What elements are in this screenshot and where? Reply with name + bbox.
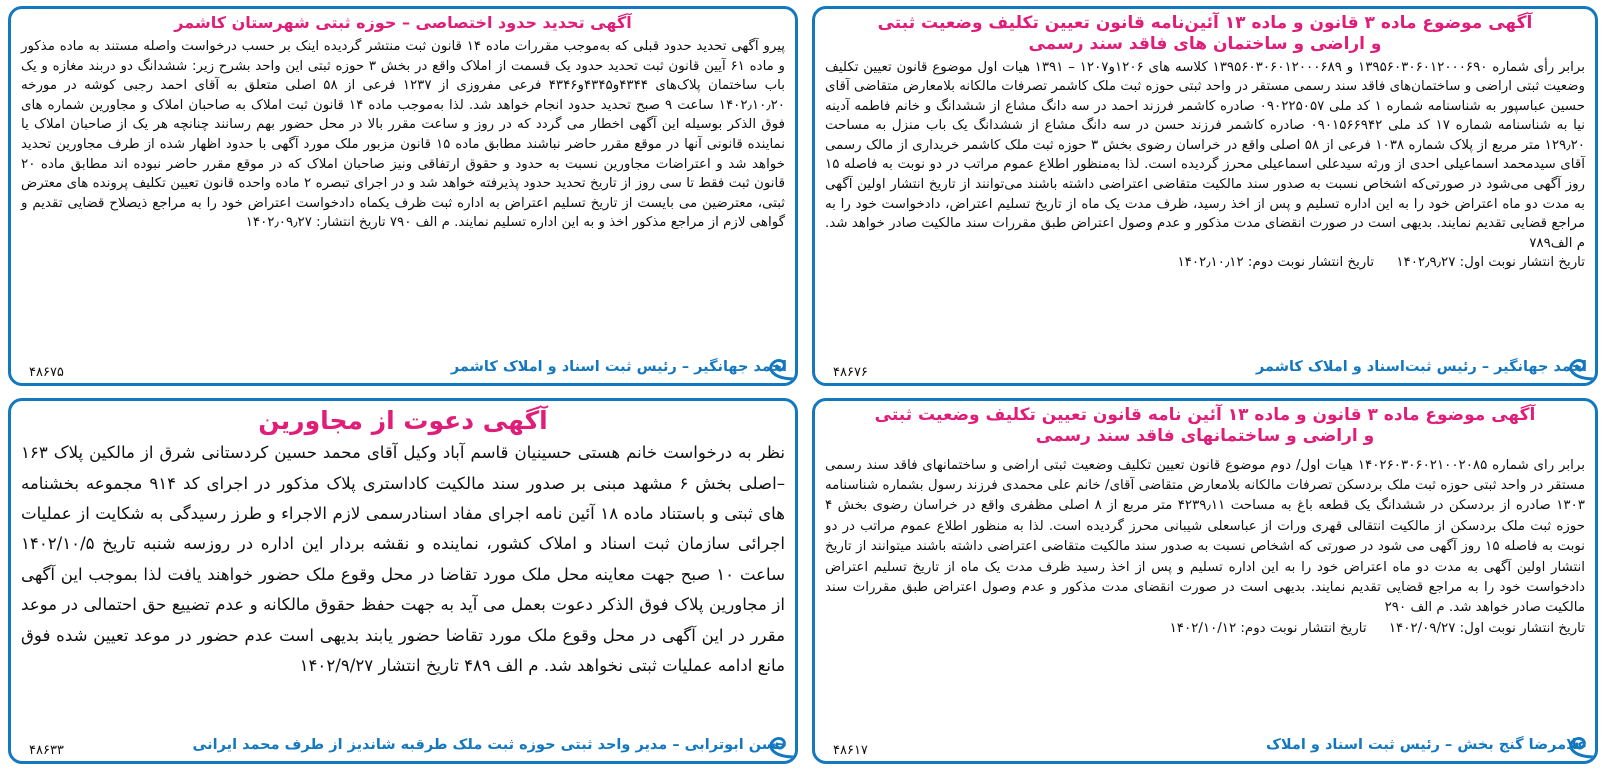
notice-code: ۴۸۶۷۶ (833, 365, 868, 380)
notice-title (815, 401, 1595, 448)
notice-dates (815, 253, 1595, 272)
notice-footer (815, 355, 1595, 383)
notice-boundary-demarcation (8, 6, 798, 386)
notice-dates (815, 619, 1595, 638)
notice-code: ۴۸۶۱۷ (833, 743, 868, 758)
notice-title: آگهی دعوت از مجاورین (258, 406, 548, 435)
notice-title-clarification-2 (812, 398, 1598, 764)
publish-date-first: تاریخ انتشار نوبت اول: ۱۴۰۲٫۹٫۲۷ (1396, 255, 1585, 271)
notice-signature: احمد جهانگیر – رئیس ثبت اسناد و املاک کاشمر (450, 359, 787, 375)
notice-neighbors-invitation (8, 398, 798, 764)
notice-title: آگهی تحدید حدود اختصاصی – حوزه ثبتی شهرستان کاشمر (174, 13, 632, 32)
notice-footer (815, 733, 1595, 761)
notice-title-clarification-1 (812, 6, 1598, 386)
notice-title-line-2: و اراضی و ساختمانهای فاقد سند رسمی (1035, 426, 1375, 447)
notice-body: نظر به درخواست خانم هستی حسینیان قاسم آباد وکیل آقای محمد حسین کردستانی شرق از مالکین پلاک ۱۶۳ –اصلی بخش ۶ مشهد مبنی بر صدور سند مالکیت کاداستری پلاک مذکور در اجرای کد ۹۱۴ مجموعه بخشنامه های ثبتی و باستناد ماده ۱۸ آئین نامه اجرای مفاد اسنادرسمی لازم الاجراء و طرز رسیدگی به شکایت از عملیات اجرائی سازمان ثبت اسناد و املاک کشور، نماینده و نقشه بردار این اداره در روزسه شنبه تاریخ ۱۴۰۲/۱۰/۵ ساعت ۱۰ صبح جهت معاینه محل ملک مورد تقاضا در محل وقوع ملک حضور خواهند یافت لذا بموجب این آگهی از مجاورین پلاک فوق الذکر دعوت بعمل می آید به جهت حفظ حقوق مالکانه و عدم تضییع حق احتمالی در موعد مقرر در این آگهی در محل وقوع ملک مورد تقاضا حضور یابند بدیهی است عدم حضور در موعد تعیین شده فوق مانع ادامه عملیات ثبتی نخواهد شد. م الف ۴۸۹ تاریخ انتشار ۱۴۰۲/۹/۲۷ (21, 443, 785, 676)
notice-signature: غلامرضا گنج بخش – رئیس ثبت اسناد و املاک (1266, 737, 1587, 753)
publish-date-second: تاریخ انتشار نوبت دوم: ۱۴۰۲/۱۰/۱۲ (1169, 620, 1367, 636)
notice-body: برابر رای شماره ۱۴۰۲۶۰۳۰۶۰۲۱۰۰۲۰۸۵ هیات اول/ دوم موضوع قانون تعیین تکلیف وضعیت ثبتی اراضی و ساختمانهای فاقد سند رسمی مستقر در واحد ثبتی حوزه ثبت ملک بردسکن تصرفات مالکانه بلامعارض متقاضی آقای/ خانم علی محمدی فرزند رسول بشماره شناسنامه ۱۳۰۳ صادره از بردسکن در ششدانگ یک قطعه باغ به مساحت ۴۲۳۹٫۱۱ متر مربع از ۸ اصلی مظفری واقع در خراسان رضوی بخش ۴ حوزه ثبت ملک بردسکن از مالکیت انتقالی قهری ورات از عباسعلی شیبانی محرز گردیده است. لذا به منظور اطلاع عموم مراتب در دو نوبت به فاصله ۱۵ روز آگهی می شود در صورتی که اشخاص نسبت به صدور سند مالکیت متقاضی اعتراضی داشته باشند میتوانند از تاریخ انتشار اولین آگهی به مدت دو ماه اعتراض خود را به این اداره تسلیم و پس از اخذ رسید ظرف مدت یک ماه از تاریخ تسلیم اعتراض دادخواست خود را به مراجع قضایی تقدیم نمایند. بدیهی است در صورت انقضای مدت مذکور و عدم وصول اعتراض طبق مقررات سند مالکیت صادر خواهد شد. م الف ۲۹۰ (825, 457, 1585, 616)
notice-code: ۴۸۶۳۳ (29, 743, 64, 758)
notice-title (815, 9, 1595, 56)
notice-body: برابر رأی شماره ۱۳۹۵۶۰۳۰۶۰۱۲۰۰۰۶۹۰ و ۱۳۹۵۶۰۳۰۶۰۱۲۰۰۰۶۸۹ کلاسه های ۱۲۰۶و۱۲۰۷ – ۱۳۹۱ هیات اول موضوع قانون تعیین تکلیف وضعیت ثبتی اراضی و ساختمان‌های فاقد سند رسمی مستقر در واحد ثبتی حوزه ثبت ملک کاشمر تصرفات مالکانه بلامعارض متقاضی آقای حسین عباسپور به شناسنامه شماره ۱ کد ملی ۰۹۰۲۲۵۰۵۷ صادره کاشمر فرزند احمد در سه دانگ مشاع از ششدانگ و خانم فاطمه آدینه نیا به شناسنامه شماره ۱۷ کد ملی ۰۹۰۱۵۶۶۹۴۲ صادره کاشمر فرزند حسن در سه دانگ مشاع از ششدانگ یک باب منزل به مساحت ۱۲۹٫۲۰ متر مربع از پلاک شماره ۱۰۳۸ فرعی از ۵۸ اصلی واقع در خراسان رضوی بخش ۳ حوزه ثبت ملک کاشمر خریداری از مالک رسمی آقای سیدمحمد اسماعیلی احدی از ورثه سیدعلی اسماعیلی محرز گردیده است. لذا به‌منظور اطلاع عموم مراتب در دو نوبت به فاصله ۱۵ روز آگهی می‌شود در صورتی‌که اشخاص نسبت به صدور سند مالکیت متقاضی اعتراضی داشته باشند می‌توانند از تاریخ انتشار اولین آگهی به مدت دو ماه اعتراض خود را به این اداره تسلیم و پس از اخذ رسید، ظرف مدت یک ماه از تاریخ تسلیم اعتراض، دادخواست خود را به مراجع قضایی تقدیم نمایند. بدیهی است در صورت انقضای مدت مذکور و عدم وصول اعتراض طبق مقررات سند مالکیت صادر خواهد شد. م الف۷۸۹ (825, 59, 1585, 251)
notice-body: پیرو آگهی تحدید حدود قبلی که به‌موجب مقررات ماده ۱۴ قانون ثبت منتشر گردیده اینک بر حسب درخواست واصله مستند به ماده مذکور و ماده ۶۱ آیین قانون ثبت تحدید حدود یک قسمت از املاک واقع در بخش ۳ حوزه ثبتی این واحد بشرح زیر: ششدانگ دو دربند مغازه و یک باب ساختمان پلاک‌های ۴۳۴۴و۴۳۴۵و۴۳۴۶ فرعی مفروزی از ۱۲۳۷ فرعی از ۵۸ اصلی متعلق به آقای احمد رجبی کوشه در مورخه ۱۴۰۲٫۱۰٫۲۰ ساعت ۹ صبح تحدید حدود انجام خواهد شد. لذا به‌موجب ماده ۱۴ قانون ثبت املاک به صاحبان املاک و مجاورین شماره های فوق الذکر بوسیله این آگهی اخطار می گردد که در روز و ساعت مقرر بالا در محل حضور بهم رسانند چنانچه هر یک از صاحبان املاک یا نماینده قانونی آنها در موقع مقرر حاضر نباشند مطابق ماده ۱۵ قانون مزبور ملک مورد آگهی با حدود اظهار شده از طرف مجاورین تحدید خواهد شد و اعتراضات مجاورین نسبت به حدود و حقوق ارتفاقی ونیز صاحبان املاک که در موقع مقرر حاضر نبوده اند مطابق ماده ۲۰ قانون ثبت فقط تا سی روز از تاریخ تحدید حدود پذیرفته خواهد شد و در اجرای تبصره ۲ ماده واحده قانون تعیین تکلیف پرونده های معترض ثبتی، معترضین می بایست از تاریخ تسلیم اعتراض به اداره ثبت ظرف یکماه دادخواست اعتراض خود را به مراجع ذیصلاح قضایی تقدیم و گواهی لازم از مراجع مذکور اخذ و به این اداره تسلیم نمایند. م الف ۷۹۰ تاریخ انتشار: ۱۴۰۲٫۰۹٫۲۷ (21, 39, 786, 231)
notice-signature: حسن ابوترابی – مدیر واحد ثبتی حوزه ثبت ملک طرقبه شاندیز از طرف محمد ایرانی (192, 737, 787, 753)
notice-footer (11, 733, 795, 761)
notice-title-line-1: آگهی موضوع ماده ۳ قانون و ماده ۱۳ آئین‌نامه قانون تعیین تکلیف وضعیت ثبتی (877, 13, 1533, 33)
notice-footer (11, 355, 795, 383)
notice-title-line-1: آگهی موضوع ماده ۳ قانون و ماده ۱۳ آئین نامه قانون تعیین تکلیف وضعیت ثبتی (874, 405, 1536, 425)
notice-code: ۴۸۶۷۵ (29, 365, 64, 380)
publish-date-first: تاریخ انتشار نوبت اول: ۱۴۰۲/۰۹/۲۷ (1388, 620, 1585, 636)
publish-date-second: تاریخ انتشار نوبت دوم: ۱۴۰۲٫۱۰٫۱۲ (1177, 255, 1375, 271)
notice-signature: احمد جهانگیر – رئیس ثبت‌اسناد و املاک کاشمر (1255, 359, 1587, 375)
notice-title-line-2: و اراضی و ساختمان های فاقد سند رسمی (1028, 34, 1382, 55)
